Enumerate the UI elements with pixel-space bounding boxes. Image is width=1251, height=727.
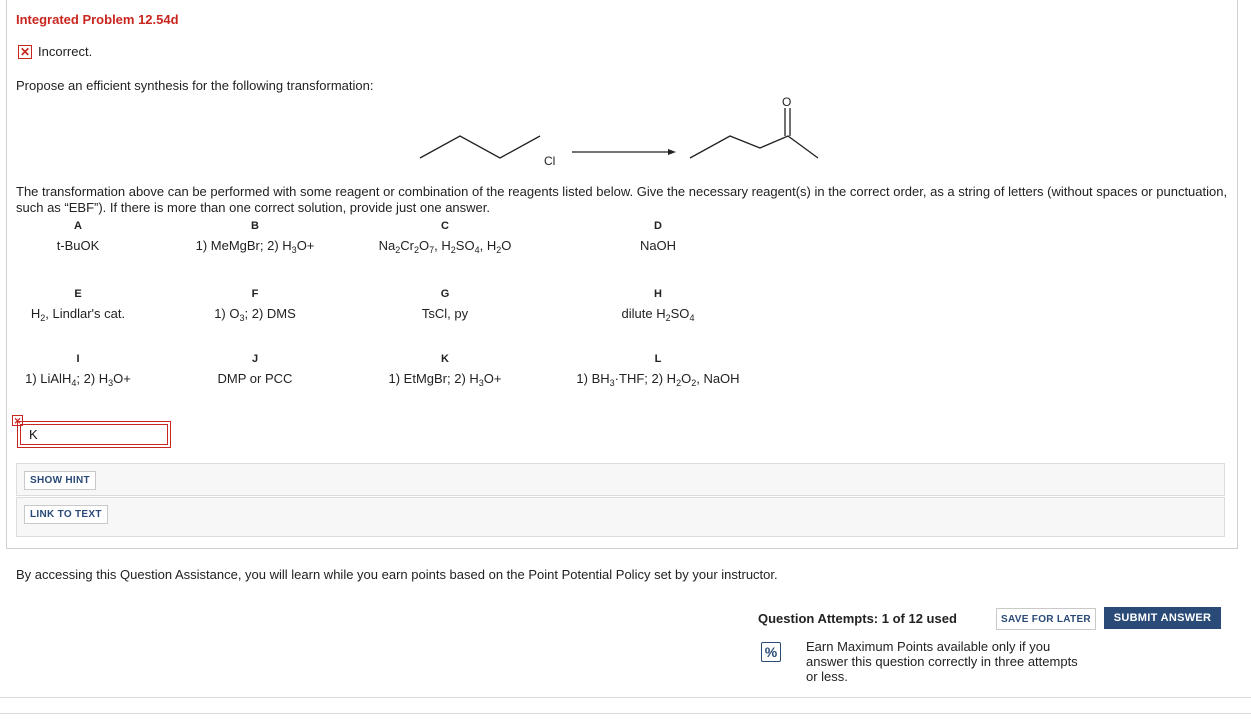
- reactant-chain: [420, 136, 540, 158]
- reagent-text: dilute $H_2SO_4$: [621, 306, 695, 323]
- answer-input[interactable]: K: [20, 424, 168, 445]
- reagent-text: TsCl, py: [421, 306, 469, 321]
- assistance-text: By accessing this Question Assistance, you will learn while you earn points based on the Point Potential Policy set by your instructor.: [16, 567, 778, 582]
- reagent-letter: E: [74, 288, 82, 300]
- reagent-text: 1) $O_3$; 2) DMS: [214, 306, 296, 323]
- reagent-letter: A: [74, 220, 82, 232]
- reagent-letter: K: [441, 353, 449, 365]
- reagent-option-h: [548, 288, 768, 321]
- product-chain: [690, 136, 818, 158]
- reagent-letter: L: [654, 353, 662, 365]
- reagent-option-j: [145, 353, 365, 386]
- question-description: The transformation above can be performed with some reagent or combination of the reagents listed below. Give the necessary reagent(s) in the correct order, as a string of letters (without spaces or punctuation, such as “EBF”). If there is more than one correct solution, provide just one answer.: [16, 184, 1228, 215]
- reagent-letter: G: [440, 288, 450, 300]
- submit-answer-button[interactable]: SUBMIT ANSWER: [1104, 607, 1221, 629]
- question-title: Integrated Problem 12.54d: [16, 12, 179, 27]
- show-hint-button[interactable]: SHOW HINT: [24, 471, 96, 490]
- link-bar: [16, 497, 1225, 537]
- reagent-text: NaOH: [639, 238, 677, 253]
- save-for-later-button[interactable]: SAVE FOR LATER: [996, 608, 1096, 630]
- reagent-option-d: [548, 220, 768, 253]
- reagent-letter: D: [654, 220, 662, 232]
- reagent-letter: H: [654, 288, 662, 300]
- reagent-text: 1) LiAlH$_4$; 2) $H_3O+$: [25, 371, 131, 388]
- reagent-option-g: [335, 288, 555, 321]
- reagent-text: 1) $BH_3\cdot THF$; 2) $H_2O_2$, NaOH: [576, 371, 740, 388]
- status-text: Incorrect.: [38, 44, 93, 59]
- attempts-counter: Question Attempts: 1 of 12 used: [758, 611, 957, 626]
- reagent-option-b: [145, 220, 365, 253]
- question-prompt: Propose an efficient synthesis for the following transformation:: [16, 78, 374, 93]
- chloro-label: Cl: [544, 154, 556, 168]
- reagent-text: $Na_2Cr_2O_7$, $H_2SO_4$, $H_2O$: [378, 238, 512, 255]
- reagent-option-k: [335, 353, 555, 386]
- divider: [0, 713, 1251, 714]
- reagent-option-c: [335, 220, 555, 253]
- reaction-scheme: [410, 92, 830, 172]
- reagent-letter: B: [251, 220, 259, 232]
- reagent-letter: I: [76, 353, 80, 365]
- hint-bar: [16, 463, 1225, 496]
- answer-status: [18, 44, 92, 59]
- max-points-note: Earn Maximum Points available only if you answer this question correctly in three attempts or less.: [806, 639, 1078, 684]
- reagent-letter: C: [441, 220, 449, 232]
- divider: [0, 697, 1251, 698]
- reagent-text: t-BuOK: [56, 238, 100, 253]
- x-mark-icon: ✕: [19, 44, 31, 59]
- reagent-text: 1) MeMgBr; 2) $H_3O+$: [195, 238, 315, 255]
- x-mark-icon: ✕: [13, 416, 22, 426]
- reagent-text: $H_2$, Lindlar's cat.: [30, 306, 126, 323]
- link-to-text-button[interactable]: LINK TO TEXT: [24, 505, 108, 524]
- reagent-option-l: [548, 353, 768, 386]
- reagent-letter: F: [251, 288, 259, 300]
- reagent-text: DMP or PCC: [217, 371, 293, 386]
- percent-icon: %: [761, 642, 781, 662]
- arrow-head: [668, 149, 676, 155]
- reagent-text: 1) EtMgBr; 2) $H_3O+$: [388, 371, 502, 388]
- answer-field-frame[interactable]: [17, 421, 171, 448]
- oxygen-label: O: [782, 95, 792, 109]
- reagent-option-f: [145, 288, 365, 321]
- reagent-letter: J: [251, 353, 259, 365]
